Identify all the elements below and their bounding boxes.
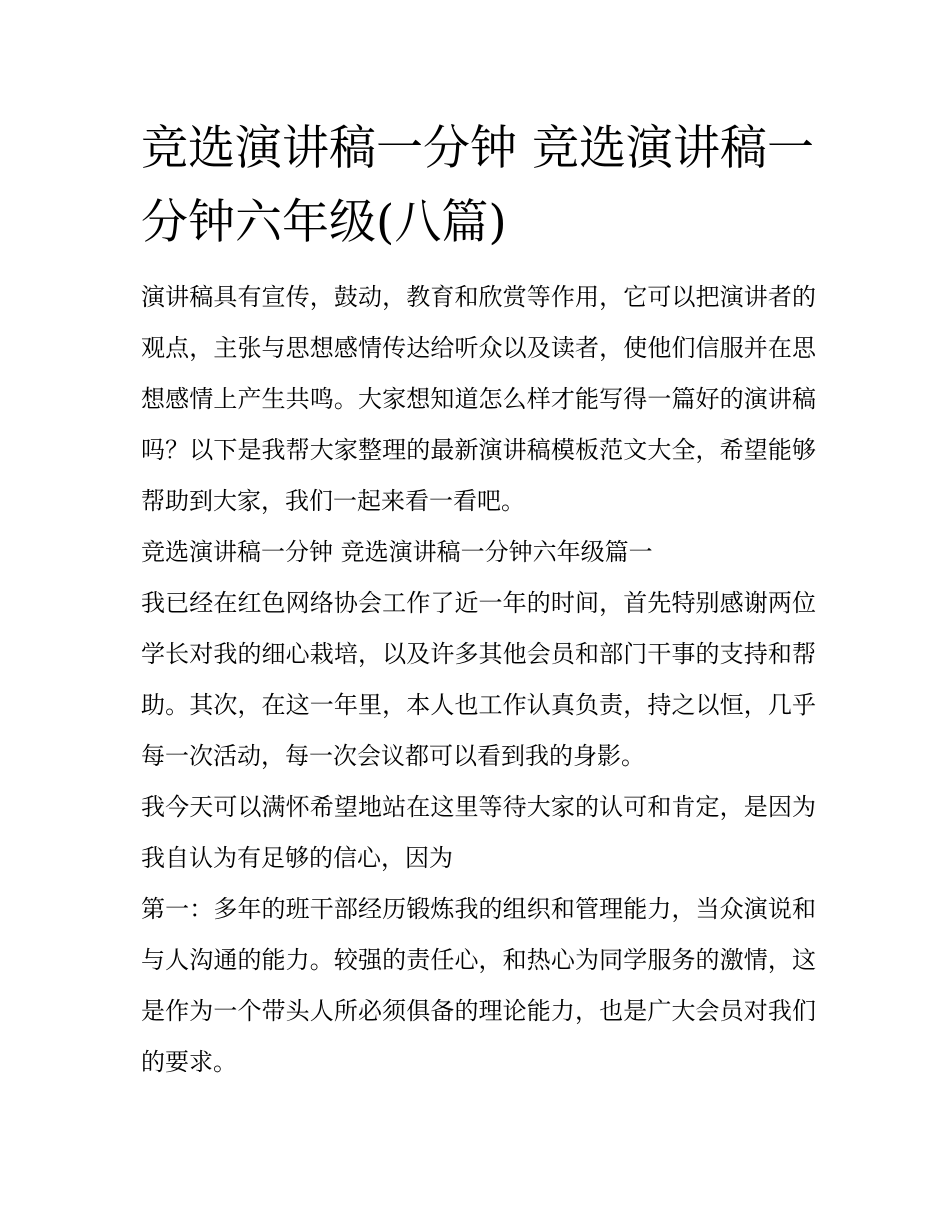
body-paragraph: 我已经在红色网络协会工作了近一年的时间，首先特别感谢两位学长对我的细心栽培，以及许多其他会员和部门干事的支持和帮助。其次，在这一年里，本人也工作认真负责，持之以恒，几乎每一次活动，每一次会议都可以看到我的身影。 xyxy=(141,589,816,770)
intro-paragraph: 演讲稿具有宣传，鼓动，教育和欣赏等作用，它可以把演讲者的观点，主张与思想感情传达给听众以及读者，使他们信服并在思想感情上产生共鸣。大家想知道怎么样才能写得一篇好的演讲稿吗？以下是我帮大家整理的最新演讲稿模板范文大全，希望能够帮助到大家，我们一起来看一看吧。 xyxy=(141,283,816,515)
document-title: 竞选演讲稿一分钟 竞选演讲稿一分钟六年级(八篇) xyxy=(141,121,814,250)
body-paragraph: 第一：多年的班干部经历锻炼我的组织和管理能力，当众演说和与人沟通的能力。较强的责任心，和热心为同学服务的激情，这是作为一个带头人所必须俱备的理论能力，也是广大会员对我们的要求。 xyxy=(141,895,816,1076)
document-page xyxy=(141,112,816,1088)
body-paragraph: 我今天可以满怀希望地站在这里等待大家的认可和肯定，是因为我自认为有足够的信心，因为 xyxy=(141,793,816,872)
section-heading: 竞选演讲稿一分钟 竞选演讲稿一分钟六年级篇一 xyxy=(141,538,653,566)
